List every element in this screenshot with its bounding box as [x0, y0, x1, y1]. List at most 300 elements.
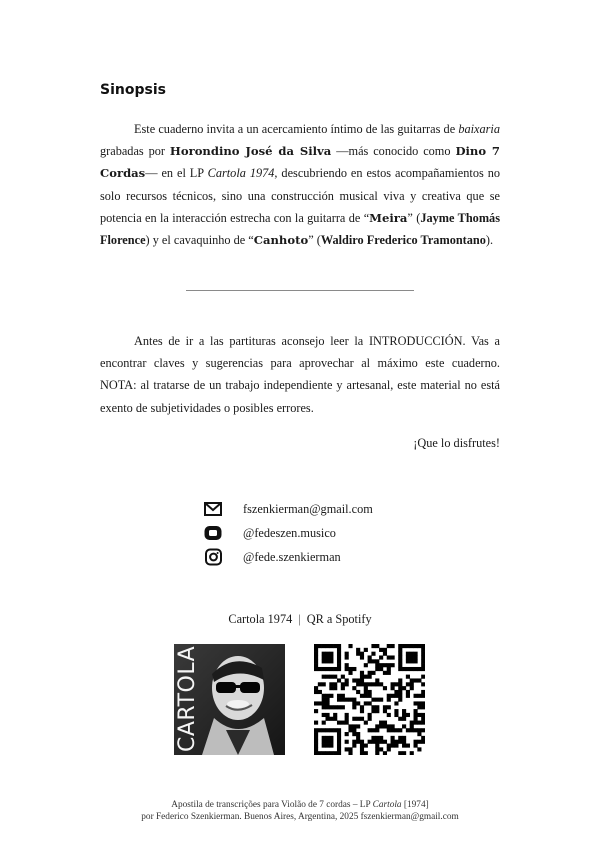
qr-module: [314, 655, 318, 659]
qr-module: [348, 667, 352, 671]
qr-module: [417, 713, 421, 717]
qr-caption: QR a Spotify: [306, 612, 372, 626]
qr-module: [314, 728, 318, 732]
qr-module: [360, 678, 364, 682]
qr-module: [314, 667, 318, 671]
qr-module: [314, 659, 318, 663]
qr-module: [345, 747, 349, 751]
qr-module: [414, 728, 418, 732]
qr-module: [371, 736, 375, 740]
name-waldiro: Waldiro Frederico Tramontano: [320, 233, 486, 248]
qr-module: [379, 682, 383, 686]
qr-module: [387, 698, 391, 702]
qr-module: [398, 694, 402, 698]
synopsis-text: ” (: [308, 233, 321, 248]
name-jayme: Jayme Thomás Florence: [100, 210, 500, 248]
qr-module: [414, 667, 418, 671]
qr-module: [333, 717, 337, 721]
qr-module: [322, 659, 326, 663]
qr-module: [391, 724, 395, 728]
qr-module: [410, 655, 414, 659]
qr-module: [398, 690, 402, 694]
qr-module: [337, 698, 341, 702]
qr-module: [345, 713, 349, 717]
qr-module: [364, 721, 368, 725]
qr-module: [417, 701, 421, 705]
qr-module: [394, 682, 398, 686]
qr-module: [398, 740, 402, 744]
qr-module: [421, 717, 425, 721]
qr-module: [368, 690, 372, 694]
qr-module: [417, 740, 421, 744]
name-canhoto: Canhoto: [253, 233, 309, 248]
qr-module: [391, 694, 395, 698]
qr-module: [322, 721, 326, 725]
name-horondino: Horondino José da Silva: [169, 144, 332, 159]
qr-module: [375, 644, 379, 648]
qr-module: [387, 728, 391, 732]
qr-module: [329, 751, 333, 755]
qr-module: [329, 655, 333, 659]
qr-module: [325, 659, 329, 663]
qr-module: [325, 740, 329, 744]
qr-module: [410, 724, 414, 728]
qr-module: [375, 744, 379, 748]
qr-module: [329, 682, 333, 686]
qr-module: [360, 655, 364, 659]
qr-module: [318, 701, 322, 705]
qr-module: [348, 751, 352, 755]
qr-module: [383, 751, 387, 755]
qr-module: [352, 701, 356, 705]
qr-module: [421, 644, 425, 648]
qr-module: [387, 694, 391, 698]
qr-module: [417, 644, 421, 648]
qr-module: [421, 713, 425, 717]
qr-module: [329, 736, 333, 740]
qr-module: [398, 659, 402, 663]
qr-module: [325, 694, 329, 698]
qr-module: [337, 721, 341, 725]
qr-module: [356, 652, 360, 656]
qr-module: [329, 717, 333, 721]
qr-module: [337, 728, 341, 732]
qr-module: [387, 671, 391, 675]
qr-module: [352, 740, 356, 744]
qr-module: [402, 667, 406, 671]
qr-module: [421, 721, 425, 725]
qr-module: [417, 721, 421, 725]
qr-module: [417, 732, 421, 736]
qr-module: [368, 694, 372, 698]
qr-module: [356, 732, 360, 736]
qr-module: [387, 705, 391, 709]
qr-module: [375, 740, 379, 744]
qr-module: [371, 671, 375, 675]
qr-module: [421, 705, 425, 709]
qr-module: [414, 721, 418, 725]
qr-module: [322, 644, 326, 648]
footer-line-1: [0, 800, 600, 812]
qr-module: [337, 694, 341, 698]
qr-module: [325, 717, 329, 721]
qr-module: [337, 648, 341, 652]
section-heading: Sinopsis: [100, 82, 166, 98]
qr-module: [314, 721, 318, 725]
qr-module: [360, 740, 364, 744]
qr-module: [391, 740, 395, 744]
qr-module: [368, 659, 372, 663]
qr-module: [406, 644, 410, 648]
contact-instagram-text: @fede.szenkierman: [243, 549, 341, 564]
qr-module: [329, 686, 333, 690]
qr-module: [356, 690, 360, 694]
qr-module: [318, 667, 322, 671]
qr-module: [406, 652, 410, 656]
qr-module: [329, 667, 333, 671]
qr-module: [337, 736, 341, 740]
qr-module: [398, 663, 402, 667]
qr-module: [371, 659, 375, 663]
qr-module: [348, 644, 352, 648]
qr-module: [406, 659, 410, 663]
qr-module: [348, 698, 352, 702]
footer-line-2: por Federico Szenkierman. Buenos Aires, Argentina, 2025 fszenkierman@gmail.com: [141, 811, 459, 822]
qr-module: [391, 686, 395, 690]
qr-module: [360, 709, 364, 713]
qr-module: [402, 686, 406, 690]
qr-module: [329, 659, 333, 663]
qr-module: [398, 751, 402, 755]
qr-module: [322, 698, 326, 702]
qr-module: [325, 705, 329, 709]
qr-module: [341, 698, 345, 702]
qr-module: [356, 717, 360, 721]
qr-module: [352, 717, 356, 721]
qr-module: [322, 682, 326, 686]
qr-module: [337, 740, 341, 744]
qr-module: [383, 721, 387, 725]
qr-module: [371, 644, 375, 648]
qr-module: [322, 736, 326, 740]
qr-module: [410, 667, 414, 671]
qr-module: [398, 717, 402, 721]
qr-module: [375, 659, 379, 663]
qr-module: [394, 690, 398, 694]
synopsis-text: —más conocido como: [331, 144, 456, 159]
qr-module: [421, 682, 425, 686]
youtube-icon: [203, 524, 223, 542]
footer-album: Cartola: [372, 800, 402, 810]
qr-module: [417, 678, 421, 682]
qr-module: [325, 644, 329, 648]
qr-module: [360, 652, 364, 656]
qr-module: [371, 740, 375, 744]
qr-module: [364, 701, 368, 705]
qr-module: [345, 698, 349, 702]
qr-module: [360, 671, 364, 675]
qr-module: [364, 682, 368, 686]
qr-module: [352, 724, 356, 728]
qr-module: [414, 701, 418, 705]
cover-title: CARTOLA: [175, 645, 200, 752]
album-cover-art: [174, 644, 285, 755]
qr-module: [322, 740, 326, 744]
caption-separator: |: [298, 612, 301, 626]
qr-module: [406, 694, 410, 698]
qr-module: [414, 659, 418, 663]
qr-module: [337, 678, 341, 682]
spotify-qr-code[interactable]: [314, 644, 425, 755]
qr-module: [402, 644, 406, 648]
qr-module: [414, 644, 418, 648]
qr-module: [341, 686, 345, 690]
qr-module: [318, 682, 322, 686]
qr-module: [348, 728, 352, 732]
contact-instagram[interactable]: [203, 546, 341, 568]
qr-module: [364, 663, 368, 667]
qr-module: [325, 675, 329, 679]
qr-module: [333, 728, 337, 732]
qr-pattern: [314, 644, 425, 755]
synopsis-text: — en el LP: [145, 166, 208, 181]
qr-module: [360, 694, 364, 698]
qr-module: [371, 698, 375, 702]
qr-module: [329, 652, 333, 656]
qr-module: [325, 655, 329, 659]
qr-module: [421, 694, 425, 698]
qr-module: [345, 717, 349, 721]
qr-module: [394, 694, 398, 698]
qr-module: [379, 747, 383, 751]
qr-module: [322, 675, 326, 679]
qr-module: [329, 744, 333, 748]
qr-module: [356, 724, 360, 728]
qr-module: [410, 644, 414, 648]
qr-module: [371, 728, 375, 732]
qr-module: [325, 652, 329, 656]
qr-module: [421, 655, 425, 659]
media-caption: [0, 612, 600, 627]
qr-module: [337, 751, 341, 755]
qr-module: [368, 675, 372, 679]
qr-module: [364, 675, 368, 679]
qr-module: [406, 675, 410, 679]
qr-module: [352, 744, 356, 748]
qr-module: [402, 744, 406, 748]
qr-module: [421, 667, 425, 671]
qr-module: [368, 728, 372, 732]
qr-module: [360, 744, 364, 748]
instagram-icon: [203, 548, 223, 566]
qr-module: [375, 724, 379, 728]
album-caption: Cartola 1974: [228, 612, 293, 626]
qr-module: [414, 744, 418, 748]
page-footer: [0, 800, 600, 823]
qr-module: [348, 724, 352, 728]
qr-module: [322, 701, 326, 705]
qr-module: [314, 736, 318, 740]
synopsis-paragraph: [100, 118, 500, 251]
qr-module: [421, 652, 425, 656]
qr-module: [398, 736, 402, 740]
qr-module: [364, 690, 368, 694]
qr-module: [402, 724, 406, 728]
qr-module: [421, 728, 425, 732]
qr-module: [364, 686, 368, 690]
qr-module: [322, 705, 326, 709]
qr-module: [337, 644, 341, 648]
qr-module: [368, 682, 372, 686]
qr-module: [356, 740, 360, 744]
qr-module: [402, 717, 406, 721]
qr-module: [417, 667, 421, 671]
qr-module: [421, 648, 425, 652]
qr-module: [414, 713, 418, 717]
qr-module: [352, 728, 356, 732]
qr-module: [318, 644, 322, 648]
qr-module: [329, 705, 333, 709]
qr-module: [329, 675, 333, 679]
qr-module: [379, 721, 383, 725]
qr-module: [329, 728, 333, 732]
qr-module: [364, 648, 368, 652]
qr-module: [368, 740, 372, 744]
contact-email-text: fszenkierman@gmail.com: [243, 501, 373, 516]
qr-module: [341, 705, 345, 709]
qr-module: [314, 648, 318, 652]
qr-module: [368, 717, 372, 721]
qr-module: [364, 694, 368, 698]
qr-module: [379, 736, 383, 740]
qr-module: [341, 694, 345, 698]
qr-module: [394, 740, 398, 744]
qr-module: [325, 698, 329, 702]
qr-module: [322, 728, 326, 732]
qr-module: [383, 724, 387, 728]
qr-module: [360, 751, 364, 755]
qr-module: [318, 751, 322, 755]
synopsis-text: Este cuaderno invita a un acercamiento íntimo de las guitarras de: [134, 122, 459, 136]
qr-module: [322, 652, 326, 656]
qr-module: [368, 713, 372, 717]
qr-module: [352, 698, 356, 702]
qr-module: [410, 728, 414, 732]
qr-module: [345, 678, 349, 682]
qr-module: [322, 744, 326, 748]
qr-module: [345, 663, 349, 667]
qr-module: [375, 698, 379, 702]
qr-module: [337, 667, 341, 671]
qr-module: [314, 686, 318, 690]
qr-module: [398, 644, 402, 648]
qr-module: [360, 747, 364, 751]
qr-module: [421, 690, 425, 694]
qr-module: [375, 751, 379, 755]
synopsis-text: ) y el cavaquinho de “: [145, 233, 254, 248]
qr-module: [398, 667, 402, 671]
qr-module: [402, 709, 406, 713]
qr-module: [341, 721, 345, 725]
contact-email[interactable]: [203, 498, 373, 520]
qr-module: [337, 747, 341, 751]
qr-module: [414, 694, 418, 698]
qr-module: [383, 648, 387, 652]
qr-module: [383, 686, 387, 690]
qr-module: [387, 747, 391, 751]
qr-module: [345, 652, 349, 656]
qr-module: [371, 682, 375, 686]
qr-module: [421, 701, 425, 705]
qr-module: [394, 713, 398, 717]
qr-module: [387, 655, 391, 659]
qr-module: [375, 709, 379, 713]
qr-module: [406, 682, 410, 686]
qr-module: [383, 652, 387, 656]
mail-icon: [203, 500, 223, 518]
qr-module: [379, 724, 383, 728]
qr-module: [375, 705, 379, 709]
qr-module: [402, 713, 406, 717]
qr-module: [387, 724, 391, 728]
qr-module: [394, 701, 398, 705]
qr-module: [406, 655, 410, 659]
note-paragraph: [100, 330, 500, 419]
qr-module: [391, 736, 395, 740]
qr-module: [414, 709, 418, 713]
qr-module: [314, 744, 318, 748]
qr-module: [345, 721, 349, 725]
qr-module: [364, 751, 368, 755]
qr-module: [345, 667, 349, 671]
qr-module: [379, 698, 383, 702]
qr-module: [391, 682, 395, 686]
qr-module: [414, 717, 418, 721]
qr-module: [414, 678, 418, 682]
qr-module: [414, 740, 418, 744]
qr-module: [417, 705, 421, 709]
qr-module: [337, 655, 341, 659]
qr-module: [341, 682, 345, 686]
qr-module: [360, 675, 364, 679]
qr-module: [329, 694, 333, 698]
qr-module: [368, 671, 372, 675]
qr-module: [379, 648, 383, 652]
qr-module: [375, 663, 379, 667]
qr-module: [314, 740, 318, 744]
album-cover-image: [174, 644, 285, 755]
qr-module: [398, 655, 402, 659]
qr-module: [391, 728, 395, 732]
qr-module: [314, 747, 318, 751]
qr-module: [379, 663, 383, 667]
album-title: Cartola 1974: [207, 166, 275, 181]
qr-module: [398, 686, 402, 690]
qr-module: [406, 728, 410, 732]
qr-module: [325, 713, 329, 717]
qr-module: [314, 732, 318, 736]
qr-module: [360, 682, 364, 686]
qr-module: [406, 713, 410, 717]
qr-module: [325, 667, 329, 671]
qr-module: [398, 698, 402, 702]
qr-module: [371, 705, 375, 709]
contact-youtube[interactable]: [203, 522, 336, 544]
qr-module: [356, 682, 360, 686]
qr-module: [325, 701, 329, 705]
qr-module: [322, 713, 326, 717]
qr-module: [325, 751, 329, 755]
